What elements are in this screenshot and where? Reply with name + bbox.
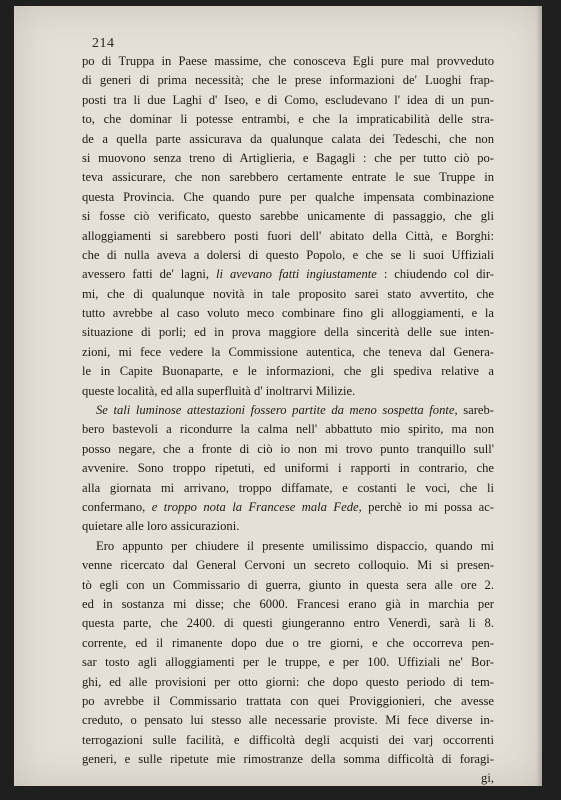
italic-phrase: e troppo nota la Francese mala Fede [151, 499, 359, 514]
text-line: Se tali luminose attestazioni fossero partite da meno sospetta fonte, sareb- [96, 403, 494, 418]
text-line: corrente, ed il rimanente dopo due o tre giorni, e che occorreva pen- [82, 635, 494, 650]
page-edge-shadow [536, 6, 542, 786]
text-line: posso negare, che a fronte di ciò io non mi trovo punto tranquillo sull' [82, 441, 494, 456]
text-line: confermano, e troppo nota la Francese mala Fede, perchè io mi possa ac- [82, 499, 494, 514]
text-line: di generi di prima necessità; che le prese informazioni de' Luoghi frap- [82, 73, 494, 88]
text-line: creduto, o pensato lui stesso alle necessarie proviste. Mi fece diverse in- [82, 713, 494, 728]
text-line: situazione di porli; ed in prova maggiore della sincerità delle sue inten- [82, 325, 494, 340]
text-line: alla giornata mi arrivano, troppo diffamate, e costanti le voci, che li [82, 480, 494, 495]
text-line: ghi, ed alle provisioni per otto giorni: che dopo questo periodo di tem- [82, 674, 494, 689]
text-line: si fosse ciò verificato, questo sarebbe unicamente di passaggio, che gli [82, 209, 494, 224]
paragraph [82, 537, 494, 789]
text-line: terrogazioni sulle facilità, e difficoltà degli acquisti dei varj occorrenti [82, 732, 494, 747]
text-line: avvenire. Sono troppo ripetuti, ed uniformi i rapporti in contrario, che [82, 461, 494, 476]
text-line: alloggiamenti si sarebbero posti fuori dell' abitato della Città, e Borghi: [82, 228, 494, 243]
text-line: de a quella parte assicurava da qualunque calata dei Tedeschi, che non [82, 131, 494, 146]
text-line: che di nulla aveva a dolersi di questo Popolo, e che se li suoi Uffiziali [82, 247, 494, 262]
text-line: avessero fatti de' lagni, li avevano fatti ingiustamente : chiudendo col dir- [82, 267, 495, 282]
text-line: zioni, mi fece vedere la Commissione autentica, che teneva dal Genera- [82, 344, 494, 359]
text-line: to, che dominar li potesse entrambi, e che la impraticabilità delle stra- [82, 112, 494, 127]
text-line: po di Truppa in Paese massime, che conosceva Egli pure mal provveduto [82, 54, 494, 68]
paragraph [82, 401, 494, 537]
text-line: le in Capite Buonaparte, e le informazioni, che gli spediva relative a [82, 364, 494, 379]
text-line: ed in sostanza mi disse; che 6000. Francesi erano già in marchia per [82, 596, 494, 611]
text-line: queste località, ed alla superfluità d' inoltrarvi Milizie. [82, 383, 356, 398]
text-line: venne ricercato dal General Cervoni un secreto colloquio. Mi si presen- [82, 558, 494, 573]
text-line: tutto avrebbe al caso voluto meco combinare fino gli alloggiamenti, e la [82, 306, 494, 321]
text-line: mi, che di qualunque novità in tale proposito sarei stato avvertito, che [82, 286, 494, 301]
italic-phrase: Se tali luminose attestazioni fossero partite da meno sospetta fonte [96, 403, 455, 418]
text-line: posti tra li due Laghi d' Iseo, e di Como, escludevano l' idea di un pun- [82, 92, 494, 107]
paragraph [82, 52, 494, 401]
text-line: po avrebbe il Commissario trattata con quei Proviggionieri, che avesse [82, 693, 494, 708]
text-line: generi, e sulle ripetute mie rimostranze della somma difficoltà di foragi- [82, 752, 494, 767]
text-line: tò egli con un Commissario di guerra, giunto in questa sera alle ore 2. [82, 577, 494, 592]
text-line: si muovono senza treno di Artiglieria, e Bagagli : che per tutto ciò po- [82, 150, 494, 165]
text-line: quietare alle loro assicurazioni. [82, 519, 240, 534]
italic-phrase: li avevano fatti ingiustamente [216, 267, 377, 282]
text-line: teva assicurare, che non sarebbero certamente entrate le sue Truppe in [82, 170, 494, 185]
text-line: bero bastevoli a ricondurre la calma nell' abbattuto mio spirito, ma non [82, 422, 494, 437]
text-line: questa Provincia. Che quando pure per qualche impensata combinazione [82, 189, 494, 204]
text-line: sar tosto agli alloggiamenti per le truppe, e per 100. Uffiziali ne' Bor- [82, 655, 494, 670]
text-line: gi, [481, 771, 494, 786]
body-text [82, 52, 494, 789]
text-line: questa parte, che 2400. di questi giungeranno entro Venerdì, sarà li 8. [82, 616, 494, 631]
document-page [14, 6, 542, 786]
page-number: 214 [92, 36, 115, 51]
text-line: Ero appunto per chiudere il presente umilissimo dispaccio, quando mi [96, 538, 494, 553]
